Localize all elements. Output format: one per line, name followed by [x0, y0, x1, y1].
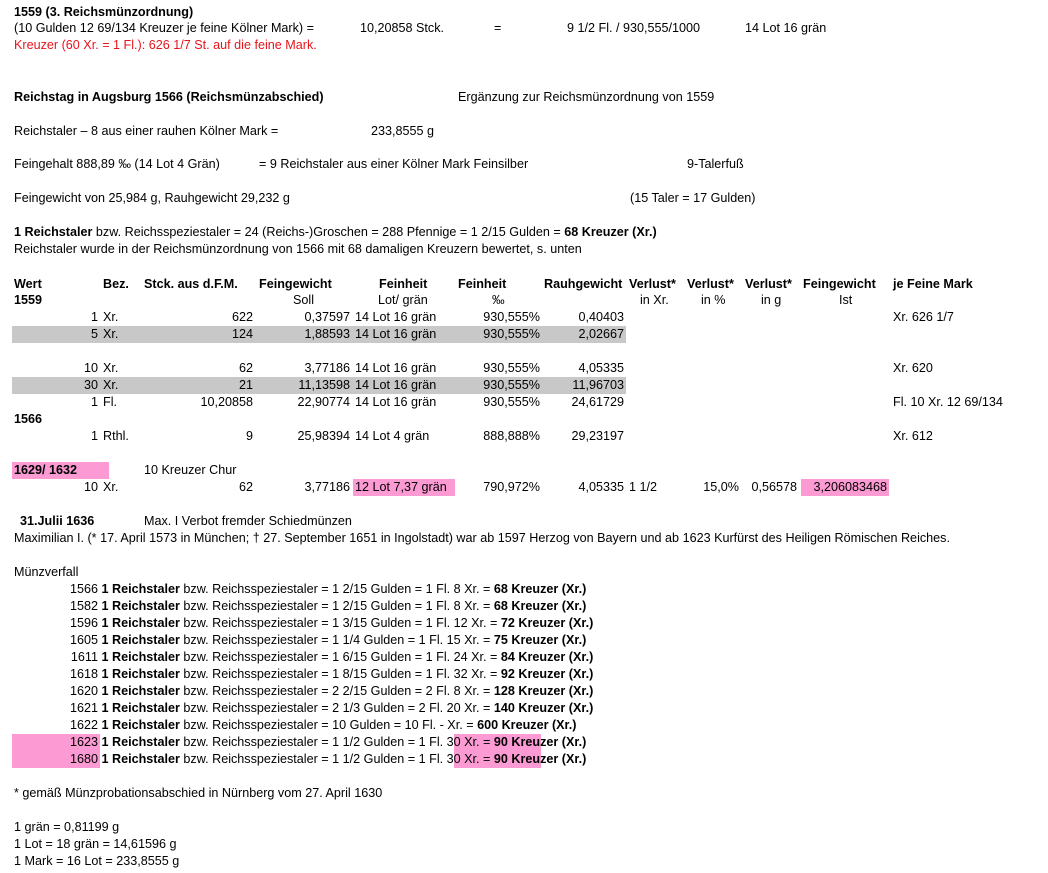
verfall-row	[30, 581, 586, 598]
cell-right: Xr. 620	[893, 361, 933, 375]
cell-fg: 3,77186	[304, 480, 350, 494]
cell-rg: 4,05335	[578, 361, 624, 375]
cell-n: 1	[90, 429, 98, 443]
cell-fg: 25,98394	[297, 429, 350, 443]
cell-rg: 2,02667	[578, 327, 624, 341]
verfall-row	[30, 666, 593, 683]
verfall-label: 1 Reichstaler	[101, 633, 180, 647]
verfall-year: 1621	[69, 701, 98, 715]
reichstag-note: Ergänzung zur Reichsmünzordnung von 1559	[458, 90, 715, 104]
hdr-stck: Stck. aus d.F.M.	[144, 277, 238, 291]
verfall-mid: bzw. Reichsspeziestaler = 1 2/15 Gulden = 1 Fl. 8 Xr. =	[179, 599, 494, 613]
reichstaler-line	[14, 224, 657, 241]
year-1559: 1559	[14, 293, 43, 307]
cell-n: 10	[83, 361, 98, 375]
verfall-row	[30, 700, 593, 717]
julii-date: 31.Julii 1636	[20, 514, 95, 528]
verfall-year: 1622	[69, 718, 98, 732]
cell-pm: 930,555%	[483, 361, 540, 375]
line1-a: (10 Gulden 12 69/134 Kreuzer je feine Kölner Mark) =	[14, 21, 314, 35]
cell-stck: 10,20858	[200, 395, 253, 409]
cell-vg: 0,56578	[751, 480, 797, 494]
verfall-mid: bzw. Reichsspeziestaler = 1 6/15 Gulden = 1 Fl. 24 Xr. =	[179, 650, 501, 664]
cell-rg: 4,05335	[578, 480, 624, 494]
cell-fg: 11,13598	[298, 378, 350, 392]
verfall-mid: bzw. Reichsspeziestaler = 1 1/2 Gulden = 1	[179, 735, 430, 749]
cell-n: 5	[90, 327, 98, 341]
verfall-kreuzer: 75 Kreuzer (Xr.)	[493, 633, 587, 647]
cell-stck: 62	[238, 361, 253, 375]
cell-right: Fl. 10 Xr. 12 69/134	[893, 395, 1003, 409]
def-mark: 1 Mark = 16 Lot = 233,8555 g	[14, 854, 180, 868]
verfall-label: 1 Reichstaler	[101, 735, 180, 749]
cell-right: Xr. 626 1/7	[893, 310, 954, 324]
cell-pm: 790,972%	[483, 480, 540, 494]
cell-lot: 14 Lot 16 grän	[355, 378, 437, 392]
verfall-mid: bzw. Reichsspeziestaler = 10 Gulden = 10 Fl. - Xr. =	[179, 718, 478, 732]
taler-line-a: Reichstaler – 8 aus einer rauhen Kölner Mark =	[14, 124, 279, 138]
reichstaler-mid: bzw. Reichsspeziestaler = 24 (Reichs-)Groschen = 288 Pfennige = 1 2/15 Gulden =	[92, 225, 565, 239]
verfall-hl-value: 90	[493, 752, 508, 766]
cell-pm: 930,555%	[483, 310, 540, 324]
cell-lot: 14 Lot 4 grän	[355, 429, 430, 443]
cell-lot: 14 Lot 16 grän	[355, 395, 437, 409]
verfall-row	[30, 717, 576, 734]
cell-unit: Fl.	[103, 395, 117, 409]
cell-pm: 930,555%	[483, 395, 540, 409]
verfall-label: 1 Reichstaler	[101, 752, 180, 766]
subhdr-lotgran: Lot/ grän	[378, 293, 428, 307]
def-gran: 1 grän = 0,81199 g	[14, 820, 120, 834]
verfall-kreuzer: 140 Kreuzer (Xr.)	[493, 701, 594, 715]
verfall-kreuzer: 72 Kreuzer (Xr.)	[500, 616, 594, 630]
verfall-mid: bzw. Reichsspeziestaler = 1 1/2 Gulden = 1	[179, 752, 430, 766]
cell-vpct: 15,0%	[703, 480, 739, 494]
line1-d: 9 1/2 Fl. / 930,555/1000	[567, 21, 701, 35]
cell-unit: Xr.	[103, 327, 119, 341]
verfall-kreuzer: 68 Kreuzer (Xr.)	[493, 599, 587, 613]
reichstaler-kreuzer: 68 Kreuzer (Xr.)	[564, 225, 657, 239]
line1-c: =	[494, 21, 502, 35]
verfall-kreuzer: 92 Kreuzer (Xr.)	[500, 667, 594, 681]
verfall-label: 1 Reichstaler	[101, 701, 180, 715]
maximilian-line: Maximilian I. (* 17. April 1573 in München; † 27. September 1651 in Ingolstadt) war ab 1597 Herzog von Bayern und ab 1623 Kurfürst des Heiligen Römischen Reiches.	[14, 531, 950, 545]
reichstaler-bold: 1 Reichstaler	[14, 225, 93, 239]
verfall-row	[30, 598, 586, 615]
verfall-label: 1 Reichstaler	[101, 684, 180, 698]
hdr-verlust2: Verlust*	[687, 277, 734, 291]
line1-e: 14 Lot 16 grän	[745, 21, 827, 35]
feingehalt-c: 9-Talerfuß	[687, 157, 744, 171]
verfall-kreuzer: 84 Kreuzer (Xr.)	[500, 650, 594, 664]
verfall-year: 1596	[69, 616, 98, 630]
verfall-row	[30, 751, 586, 768]
cell-pm: 930,555%	[483, 327, 540, 341]
subhdr-promille: ‰	[492, 293, 505, 307]
hdr-feingewicht: Feingewicht	[259, 277, 332, 291]
verfall-kreuzer: Kreuzer (Xr.)	[507, 752, 587, 766]
cell-rg: 29,23197	[571, 429, 624, 443]
chur-label: 10 Kreuzer Chur	[144, 463, 237, 477]
feingewicht-b: (15 Taler = 17 Gulden)	[630, 191, 756, 205]
hdr-rauhgewicht: Rauhgewicht	[544, 277, 623, 291]
verfall-title: Münzverfall	[14, 565, 79, 579]
verfall-row	[30, 683, 593, 700]
verfall-year: 1620	[69, 684, 98, 698]
cell-lot: 14 Lot 16 grän	[355, 361, 437, 375]
verfall-kreuzer: 68 Kreuzer (Xr.)	[493, 582, 587, 596]
subhdr-ist: Ist	[839, 293, 853, 307]
cell-fg: 1,88593	[304, 327, 350, 341]
cell-stck: 622	[231, 310, 253, 324]
verfall-row	[30, 632, 586, 649]
cell-stck: 21	[238, 378, 253, 392]
cell-pm: 930,555%	[483, 378, 540, 392]
cell-unit: Rthl.	[103, 429, 129, 443]
verfall-label: 1 Reichstaler	[101, 667, 180, 681]
feingehalt-a: Feingehalt 888,89 ‰ (14 Lot 4 Grän)	[14, 157, 220, 171]
verfall-row	[30, 649, 593, 666]
verfall-label: 1 Reichstaler	[101, 599, 180, 613]
cell-rg: 11,96703	[572, 378, 624, 392]
footnote: * gemäß Münzprobationsabschied in Nürnberg vom 27. April 1630	[14, 786, 383, 800]
verfall-mid: bzw. Reichsspeziestaler = 2 2/15 Gulden = 2 Fl. 8 Xr. =	[179, 684, 494, 698]
julii-text: Max. I Verbot fremder Schiedmünzen	[144, 514, 352, 528]
cell-fg: 3,77186	[304, 361, 350, 375]
verfall-year: 1605	[69, 633, 98, 647]
taler-line-b: 233,8555 g	[371, 124, 435, 138]
hdr-je-feine-mark: je Feine Mark	[893, 277, 973, 291]
verfall-year: 1611	[70, 650, 98, 664]
doc-title: 1559 (3. Reichsmünzordnung)	[14, 5, 194, 19]
verfall-kreuzer: 128 Kreuzer (Xr.)	[493, 684, 594, 698]
verfall-mid: bzw. Reichsspeziestaler = 2 1/3 Gulden = 2 Fl. 20 Xr. =	[179, 701, 494, 715]
reichstag-title: Reichstag in Augsburg 1566 (Reichsmünzabschied)	[14, 90, 324, 104]
cell-rg: 24,61729	[571, 395, 624, 409]
verfall-year: 1582	[69, 599, 98, 613]
reichstaler-line2: Reichstaler wurde in der Reichsmünzordnung von 1566 mit 68 damaligen Kreuzern bewertet, s. unten	[14, 242, 582, 256]
feingewicht-a: Feingewicht von 25,984 g, Rauhgewicht 29,232 g	[14, 191, 290, 205]
verfall-label: 1 Reichstaler	[101, 616, 180, 630]
cell-n: 1	[90, 395, 98, 409]
hdr-verlust1: Verlust*	[629, 277, 676, 291]
cell-n: 10	[83, 480, 98, 494]
hdr-feinheit1: Feinheit	[379, 277, 428, 291]
hdr-bez: Bez.	[103, 277, 129, 291]
cell-n: 30	[83, 378, 98, 392]
cell-stck: 124	[231, 327, 253, 341]
kreuzer-line: Kreuzer (60 Xr. = 1 Fl.): 626 1/7 St. auf die feine Mark.	[14, 38, 317, 52]
cell-pm: 888,888%	[483, 429, 540, 443]
hdr-feingewicht-ist: Feingewicht	[803, 277, 876, 291]
verfall-kreuzer: Kreuzer (Xr.)	[507, 735, 587, 749]
cell-rg: 0,40403	[578, 310, 624, 324]
verfall-label: 1 Reichstaler	[101, 650, 180, 664]
cell-unit: Xr.	[103, 361, 119, 375]
feingehalt-b: = 9 Reichstaler aus einer Kölner Mark Feinsilber	[259, 157, 529, 171]
verfall-year: 1618	[69, 667, 98, 681]
cell-n: 1	[90, 310, 98, 324]
subhdr-ing: in g	[761, 293, 782, 307]
verfall-mid: bzw. Reichsspeziestaler = 1 2/15 Gulden = 1 Fl. 8 Xr. =	[179, 582, 494, 596]
hdr-verlust3: Verlust*	[745, 277, 792, 291]
cell-lot: 12 Lot 7,37 grän	[355, 480, 447, 494]
subhdr-inpct: in %	[701, 293, 726, 307]
cell-fg: 22,90774	[297, 395, 350, 409]
subhdr-inxr: in Xr.	[640, 293, 669, 307]
verfall-mid: bzw. Reichsspeziestaler = 1 8/15 Gulden = 1 Fl. 32 Xr. =	[179, 667, 501, 681]
verfall-label: 1 Reichstaler	[101, 582, 180, 596]
verfall-hl-value: 90	[493, 735, 508, 749]
year-1566: 1566	[14, 412, 43, 426]
verfall-row	[30, 734, 586, 751]
verfall-kreuzer: 600 Kreuzer (Xr.)	[477, 718, 577, 732]
line1-b: 10,20858 Stck.	[360, 21, 445, 35]
verfall-label: 1 Reichstaler	[101, 718, 180, 732]
cell-fg: 0,37597	[304, 310, 350, 324]
cell-unit: Xr.	[103, 310, 119, 324]
verfall-mid: bzw. Reichsspeziestaler = 1 1/4 Gulden = 1 Fl. 15 Xr. =	[179, 633, 494, 647]
verfall-hl: Fl. 30 Xr. =	[429, 735, 494, 749]
cell-right: Xr. 612	[893, 429, 933, 443]
cell-stck: 62	[238, 480, 253, 494]
verfall-mid: bzw. Reichsspeziestaler = 1 3/15 Gulden = 1 Fl. 12 Xr. =	[179, 616, 501, 630]
subhdr-soll: Soll	[293, 293, 314, 307]
cell-lot: 14 Lot 16 grän	[355, 327, 437, 341]
cell-stck: 9	[245, 429, 253, 443]
cell-lot: 14 Lot 16 grän	[355, 310, 437, 324]
hdr-feinheit2: Feinheit	[458, 277, 507, 291]
year-1629: 1629/ 1632	[14, 463, 78, 477]
cell-unit: Xr.	[103, 480, 119, 494]
verfall-year: 1566	[69, 582, 98, 596]
verfall-year: 1623	[69, 735, 98, 749]
def-lot: 1 Lot = 18 grän = 14,61596 g	[14, 837, 177, 851]
verfall-year: 1680	[69, 752, 98, 766]
verfall-hl: Fl. 30 Xr. =	[429, 752, 494, 766]
hdr-wert: Wert	[14, 277, 42, 291]
cell-vxr: 1 1/2	[629, 480, 658, 494]
cell-unit: Xr.	[103, 378, 119, 392]
verfall-row	[30, 615, 593, 632]
cell-ist: 3,206083468	[813, 480, 887, 494]
